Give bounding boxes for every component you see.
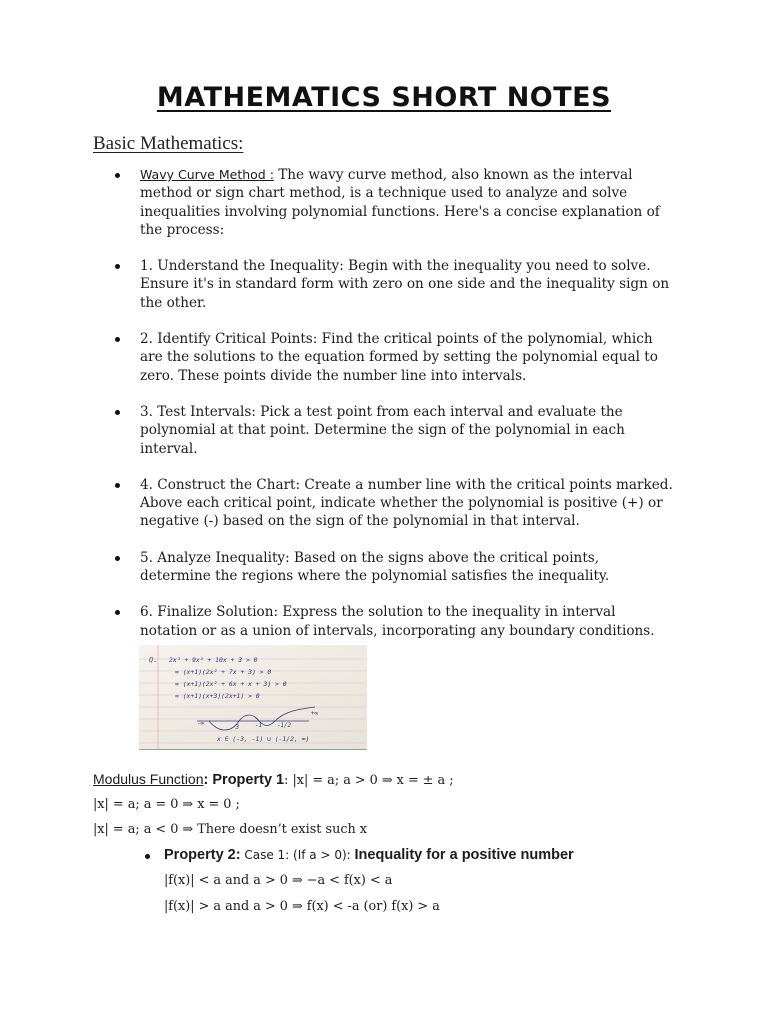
bullet-icon bbox=[115, 556, 120, 561]
list-item bbox=[113, 166, 673, 239]
step-text: 6. Finalize Solution: Express the solution to the inequality in interval notation or as a union of intervals, incorporating any boundary conditions. bbox=[140, 604, 655, 639]
handwritten-answer: x ∈ (-3, -1) ∪ (-1/2, ∞) bbox=[217, 735, 310, 743]
bullet-icon bbox=[115, 337, 120, 342]
property-1-label: : Property 1 bbox=[203, 772, 285, 788]
number-line-label: +∞ bbox=[311, 711, 318, 717]
modulus-line-2: |x| = a; a = 0 ⇒ x = 0 ; bbox=[93, 797, 240, 812]
handwritten-line: = (x+1)(2x² + 6x + x + 3) > 0 bbox=[175, 680, 287, 688]
list-item bbox=[113, 549, 673, 586]
handwritten-notes-photo bbox=[139, 645, 367, 750]
list-item bbox=[113, 476, 673, 531]
number-line-label: -1 bbox=[255, 723, 262, 729]
section-heading: Basic Mathematics: bbox=[93, 133, 244, 154]
inequality-line: |f(x)| < a and a > 0 ⇒ −a < f(x) < a bbox=[164, 873, 393, 888]
property-2-case: Case 1: (If a > 0): bbox=[240, 848, 355, 862]
bullet-icon bbox=[115, 410, 120, 415]
bullet-list bbox=[113, 166, 673, 658]
wavy-text: The wavy curve method, also known as the interval method or sign chart method, is a technique used to analyze and solve inequalities involving polynomial functions. Here's a concise explanation of the process: bbox=[140, 167, 660, 238]
number-line-label: -1/2 bbox=[277, 723, 291, 729]
property-2-heading: Inequality for a positive number bbox=[354, 847, 574, 863]
modulus-line-3: |x| = a; a < 0 ⇒ There doesn’t exist such x bbox=[93, 822, 368, 837]
modulus-term: Modulus Function bbox=[93, 771, 204, 787]
handwritten-line: = (x+1)(x+3)(2x+1) > 0 bbox=[175, 692, 260, 700]
list-item bbox=[113, 257, 673, 312]
list-item bbox=[113, 603, 673, 640]
page-title: MATHEMATICS SHORT NOTES bbox=[156, 82, 612, 113]
step-text: 1. Understand the Inequality: Begin with the inequality you need to solve. Ensure it's in standard form with zero on one side and the inequality sign on the other. bbox=[140, 258, 670, 311]
bullet-icon bbox=[115, 483, 120, 488]
step-text: 2. Identify Critical Points: Find the critical points of the polynomial, which are the solutions to the equation formed by setting the polynomial equal to zero. These points divide the number line into intervals. bbox=[140, 331, 658, 384]
property-2-label: Property 2: bbox=[164, 847, 241, 863]
number-line-label: -∞ bbox=[197, 721, 204, 727]
number-line-label: -3 bbox=[232, 725, 239, 731]
question-marker: Q. bbox=[149, 656, 158, 664]
handwritten-line: = (x+1)(2x² + 7x + 3) > 0 bbox=[175, 668, 272, 676]
list-item bbox=[113, 403, 673, 458]
inequality-line: |f(x)| > a and a > 0 ⇒ f(x) < -a (or) f(x) > a bbox=[164, 899, 440, 914]
bullet-icon bbox=[115, 610, 120, 615]
list-item bbox=[113, 330, 673, 385]
step-text: 4. Construct the Chart: Create a number line with the critical points marked. Above each critical point, indicate whether the polynomial is positive (+) or negative (-) based on the sign of the polynomial in that interval. bbox=[140, 476, 673, 530]
property-1-text: : |x| = a; a > 0 ⇒ x = ± a ; bbox=[284, 773, 454, 788]
handwritten-line: 2x³ + 9x² + 10x + 3 > 0 bbox=[169, 656, 258, 664]
modulus-property-1 bbox=[93, 771, 454, 788]
step-text: 5. Analyze Inequality: Based on the signs above the critical points, determine the regions where the polynomial satisfies the inequality. bbox=[140, 549, 610, 585]
wavy-curve bbox=[209, 707, 315, 730]
wavy-term: Wavy Curve Method : bbox=[140, 167, 274, 182]
bullet-icon bbox=[115, 264, 120, 269]
bullet-icon bbox=[115, 173, 120, 178]
step-text: 3. Test Intervals: Pick a test point from each interval and evaluate the polynomial at that point. Determine the sign of the polynomial in each interval. bbox=[140, 403, 625, 457]
bullet-icon bbox=[145, 854, 150, 859]
